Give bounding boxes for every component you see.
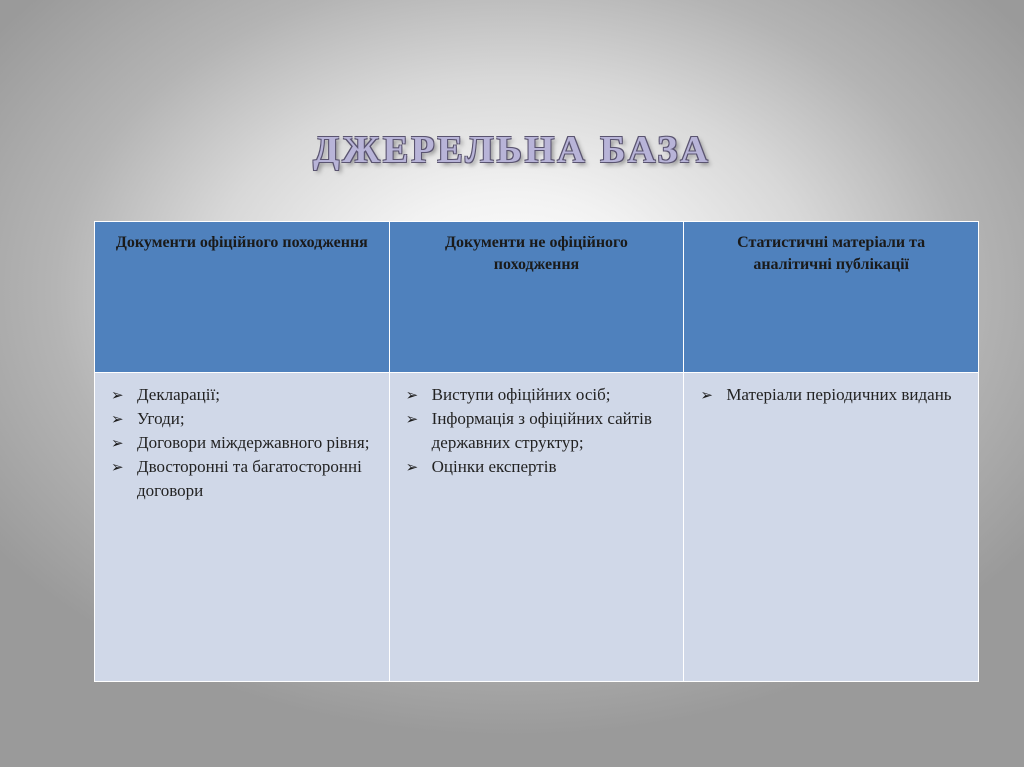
arrowhead-bullet-icon: ➢ [111,410,124,428]
column-header-official: Документи офіційного походження [95,222,390,373]
list-item [400,383,674,407]
list-item [105,455,379,503]
arrowhead-bullet-icon: ➢ [405,458,419,476]
list-item-text: Виступи офіційних осіб; [431,385,611,404]
list-item-text: Угоди; [137,409,185,428]
arrowhead-bullet-icon: ➢ [405,410,419,428]
slide-title: ДЖЕРЕЛЬНА БАЗА [313,129,711,171]
column-body-unofficial [389,373,684,682]
table-body-row [95,373,979,682]
list-item [400,407,674,455]
list-item [105,431,379,455]
column-body-statistics [684,373,979,682]
list-item [105,407,379,431]
list-item-text: Договори міждержавного рівня; [137,433,370,452]
arrowhead-bullet-icon: ➢ [405,386,419,404]
list-item [400,455,674,479]
list-item-text: Оцінки експертів [431,457,557,476]
column-body-official [95,373,390,682]
column-header-unofficial: Документи не офіційного походження [389,222,684,373]
list-item [694,383,968,407]
arrowhead-bullet-icon: ➢ [111,434,124,452]
list-item-text: Двосторонні та багатосторонні договори [137,457,362,500]
arrowhead-bullet-icon: ➢ [111,386,124,404]
list-item-text: Декларації; [137,385,220,404]
column-header-statistics: Статистичні матеріали та аналітичні публікації [684,222,979,373]
table-header-row [95,222,979,373]
bullet-list-official [105,383,379,503]
list-item [105,383,379,407]
list-item-text: Матеріали періодичних видань [726,385,952,404]
source-table [94,221,979,682]
bullet-list-statistics [694,383,968,407]
arrowhead-bullet-icon: ➢ [700,386,713,404]
bullet-list-unofficial [400,383,674,479]
list-item-text: Інформація з офіційних сайтів державних структур; [431,409,652,452]
arrowhead-bullet-icon: ➢ [111,458,124,476]
